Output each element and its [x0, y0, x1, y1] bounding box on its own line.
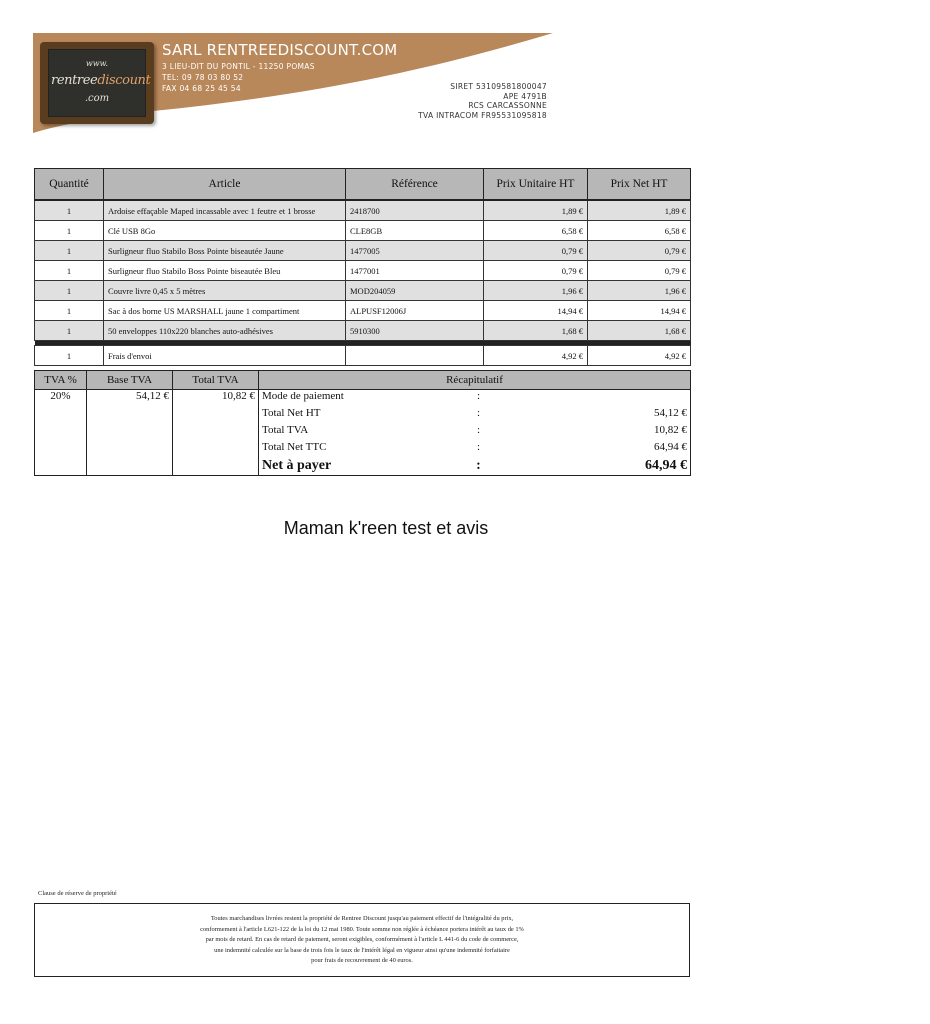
- cell-quantity: 1: [35, 346, 104, 366]
- cell-net-price: 14,94 €: [588, 301, 691, 321]
- cell-net-price: 1,89 €: [588, 200, 691, 221]
- cell-article: Sac à dos borne US MARSHALL jaune 1 compartiment: [104, 301, 346, 321]
- company-name: SARL RENTREEDISCOUNT.COM: [162, 41, 398, 59]
- net-to-pay-value: 64,94 €: [645, 457, 687, 473]
- cell-quantity: 1: [35, 321, 104, 341]
- logo-wordmark: rentreediscount: [51, 73, 151, 88]
- cell-unit-price: 14,94 €: [484, 301, 588, 321]
- header-reference: Référence: [346, 169, 484, 201]
- cell-quantity: 1: [35, 261, 104, 281]
- cell-article: Surligneur fluo Stabilo Boss Pointe biseautée Jaune: [104, 241, 346, 261]
- header-tva-total: Total TVA: [173, 371, 259, 390]
- cell-reference: [346, 346, 484, 366]
- cell-unit-price: 0,79 €: [484, 241, 588, 261]
- recap-separator: :: [476, 390, 481, 402]
- cell-unit-price: 4,92 €: [484, 346, 588, 366]
- clause-box: [34, 903, 690, 977]
- cell-reference: ALPUSF12006J: [346, 301, 484, 321]
- cell-net-price: 4,92 €: [588, 346, 691, 366]
- cell-quantity: 1: [35, 221, 104, 241]
- cell-quantity: 1: [35, 301, 104, 321]
- clause-line: par mois de retard. En cas de retard de paiement, seront exigibles, conformément à l'article L 441-6 du code de commerce,: [205, 936, 519, 943]
- cell-reference: 5910300: [346, 321, 484, 341]
- recap-separator: :: [476, 457, 481, 473]
- legal-siret: SIRET 53109581800047: [450, 82, 547, 91]
- cell-reference: MOD204059: [346, 281, 484, 301]
- cell-quantity: 1: [35, 200, 104, 221]
- totals-header-row: [35, 371, 691, 390]
- header-article: Article: [104, 169, 346, 201]
- cell-net-price: 6,58 €: [588, 221, 691, 241]
- company-address: 3 LIEU-DIT DU PONTIL - 11250 POMAS: [162, 62, 315, 71]
- table-row: [35, 221, 691, 241]
- recap-value-net-ht: 54,12 €: [654, 406, 687, 419]
- cell-net-price: 1,96 €: [588, 281, 691, 301]
- legal-ape: APE 4791B: [503, 92, 547, 101]
- recap-label-net-ht: Total Net HT: [262, 406, 321, 419]
- legal-tva: TVA INTRACOM FR95531095818: [418, 111, 547, 120]
- header-tva-base: Base TVA: [87, 371, 173, 390]
- company-tel: TEL: 09 78 03 80 52: [162, 73, 244, 82]
- cell-article: Frais d'envoi: [104, 346, 346, 366]
- totals-table: [34, 370, 691, 476]
- cell-unit-price: 1,89 €: [484, 200, 588, 221]
- cell-unit-price: 1,68 €: [484, 321, 588, 341]
- header-net-price: Prix Net HT: [588, 169, 691, 201]
- cell-article: Couvre livre 0,45 x 5 mètres: [104, 281, 346, 301]
- recap-label-net-ttc: Total Net TTC: [262, 440, 327, 453]
- header-unit-price: Prix Unitaire HT: [484, 169, 588, 201]
- cell-net-price: 0,79 €: [588, 241, 691, 261]
- recap-label-tva: Total TVA: [262, 423, 309, 436]
- cell-reference: 1477005: [346, 241, 484, 261]
- cell-reference: 1477001: [346, 261, 484, 281]
- table-row: [35, 321, 691, 341]
- table-row: [35, 261, 691, 281]
- logo-suffix: .com: [84, 93, 110, 104]
- caption-text: Maman k'reen test et avis: [283, 518, 489, 538]
- cell-net-price: 1,68 €: [588, 321, 691, 341]
- clause-line: conformement à l'article L621-122 de la loi du 12 mai 1980. Toute somme non réglée à échéance portera intérêt au taux de 1%: [200, 925, 524, 933]
- header-tva-rate: TVA %: [35, 371, 87, 390]
- items-table: [34, 168, 691, 366]
- tva-base: 54,12 €: [87, 390, 173, 476]
- cell-article: Surligneur fluo Stabilo Boss Pointe biseautée Bleu: [104, 261, 346, 281]
- recap-separator: :: [476, 423, 481, 436]
- table-row: [35, 281, 691, 301]
- cell-unit-price: 6,58 €: [484, 221, 588, 241]
- cell-article: Clé USB 8Go: [104, 221, 346, 241]
- cell-reference: 2418700: [346, 200, 484, 221]
- table-row: [35, 200, 691, 221]
- clause-title: Clause de réserve de propriété: [38, 890, 117, 897]
- company-logo: [40, 42, 154, 124]
- recap-value-payment: [509, 390, 691, 407]
- net-to-pay-label: Net à payer: [262, 457, 332, 473]
- cell-reference: CLE8GB: [346, 221, 484, 241]
- table-row: [35, 241, 691, 261]
- items-header-row: [35, 169, 691, 201]
- legal-rcs: RCS CARCASSONNE: [468, 101, 547, 110]
- tva-total: 10,82 €: [173, 390, 259, 476]
- clause-line: Toutes marchandises livrées restent la propriété de Rentree Discount jusqu'au paiement effectif de l'intégralité du prix,: [210, 915, 514, 922]
- header-quantity: Quantité: [35, 169, 104, 201]
- cell-article: Ardoise effaçable Maped incassable avec 1 feutre et 1 brosse: [104, 200, 346, 221]
- recap-value-tva: 10,82 €: [654, 423, 687, 436]
- recap-value-net-ttc: 64,94 €: [654, 440, 687, 453]
- recap-label-payment: Mode de paiement: [262, 390, 344, 402]
- tva-rate: 20%: [35, 390, 87, 476]
- shipping-row: [35, 346, 691, 366]
- cell-net-price: 0,79 €: [588, 261, 691, 281]
- cell-article: 50 enveloppes 110x220 blanches auto-adhésives: [104, 321, 346, 341]
- cell-unit-price: 0,79 €: [484, 261, 588, 281]
- logo-www: www.: [85, 59, 109, 68]
- clause-line: une indemnité calculée sur la base de trois fois le taux de l'intérêt légal en vigueur ainsi qu'une indemnité forfaitaire: [214, 946, 510, 954]
- recap-separator: :: [476, 440, 481, 453]
- cell-quantity: 1: [35, 241, 104, 261]
- company-fax: FAX 04 68 25 45 54: [162, 84, 241, 93]
- cell-quantity: 1: [35, 281, 104, 301]
- recap-separator: :: [476, 406, 481, 419]
- header-recap: Récapitulatif: [259, 371, 691, 390]
- clause-line: pour frais de recouvrement de 40 euros.: [311, 957, 413, 964]
- table-row: [35, 301, 691, 321]
- cell-unit-price: 1,96 €: [484, 281, 588, 301]
